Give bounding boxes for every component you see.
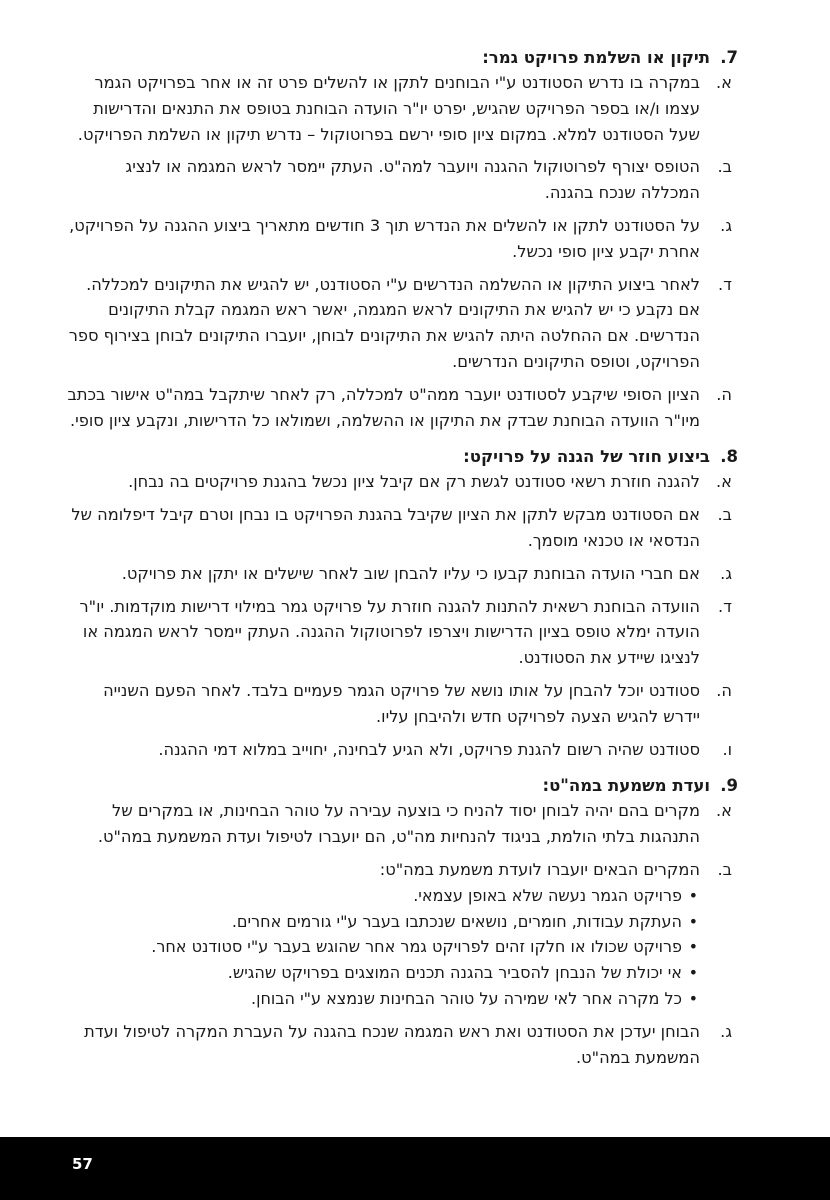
item-letter: ב. [717,505,732,525]
list-item [62,154,738,206]
section-title: ועדת משמעת במה"ט: [542,776,710,796]
item-letter: ד. [718,274,732,294]
item-text: סטודנט שהיה רשום להגנת פרויקט, ולא הגיע לבחינה, יחוייב במלוא דמי ההגנה. [158,739,700,759]
list-item [62,857,738,1012]
bullet-item: • אי יכולת של הנבחן להסביר בהגנה תכנים המוצגים בפרויקט שהגיש. [62,960,700,986]
item-letter: ג. [720,1021,732,1041]
item-text: לאחר ביצוע התיקון או ההשלמה הנדרשים ע"י הסטודנט, יש להגיש את התיקונים למכללה. אם נקבע כי יש להגיש את התיקונים לראש המגמה, יאשר ראש המגמה קבלת התיקונים הנדרשים. אם ההחלטה היתה להגיש את התיקונים לבוחן, יועברו התיקונים לבוחן בצירוף ספר הפרויקט, וטופס התיקונים הנדרשים. [68,274,700,371]
list-item [62,70,738,147]
item-letter: א. [716,73,732,92]
list-item [62,213,738,265]
item-text: סטודנט יוכל להבחן על אותו נושא של פרויקט הגמר פעמיים בלבד. לאחר הפעם השנייה יידרש להגיש הצעה לפרויקט חדש ולהיבחן עליו. [103,680,700,726]
item-text: על הסטודנט לתקן או להשלים את הנדרש תוך 3 חודשים מתאריך ביצוע ההגנה על הפרויקט, אחרת יקבע ציון סופי נכשל. [69,215,700,261]
item-text: הציון הסופי שיקבע לסטודנט יועבר ממה"ט למכללה, רק לאחר שיתקבל במה"ט אישור בכתב מיו"ר הוועדה הבוחנת שבדק את התיקון או ההשלמה, ושמולאו כל הדרישות, ונקבע ציון סופי. [67,384,700,430]
item-letter: א. [716,801,732,821]
section-title: ביצוע חוזר של הגנה על פרויקט: [463,447,710,467]
section-7 [62,46,738,433]
item-text: הטופס יצורף לפרוטוקול ההגנה ויועבר למה"ט. העתק יימסר לראש המגמה או לנציג המכללה שנכח בהגנה. [125,157,700,203]
section-number: 8. [720,447,738,467]
list-item [62,469,738,495]
section-number: 9. [720,776,738,796]
item-letter: ה. [716,680,732,700]
section-number: 7. [720,48,738,67]
item-text: להגנה חוזרת רשאי סטודנט לגשת רק אם קיבל ציון נכשל בהגנת פרויקטים בה נבחן. [128,472,700,492]
list-item [62,272,738,375]
item-text: מקרים בהם יהיה לבוחן יסוד להניח כי בוצעה עבירה על טוהר הבחינות, או במקרים של התנהגות בלתי הולמת, בניגוד להנחיות מה"ט, הם יועברו לטיפול ועדת המשמעת במה"ט. [97,801,700,847]
item-letter: ב. [717,859,732,879]
list-item [62,678,738,730]
list-item [62,561,738,587]
page-number: 57 [72,1155,93,1173]
section-9 [62,774,738,1070]
item-letter: ב. [717,157,732,177]
item-text: הוועדה הבוחנת רשאית להתנות להגנה חוזרת על פרויקט גמר במילוי דרישות מוקדמות. יו"ר הועדה ימלא טופס בציון הדרישות ויצרפו לפרוטוקול ההגנה. העתק יימסר לראש המגמה או לנציגו שיידע את הסטודנט. [79,596,700,668]
bullet-item: • העתקת עבודות, חומרים, נושאים שנכתבו בעבר ע"י גורמים אחרים. [62,909,700,935]
item-letter: ג. [720,215,732,235]
item-letter: ג. [720,563,732,583]
section-8 [62,445,738,762]
list-item [62,502,738,554]
list-item [62,594,738,671]
bullet-list [62,883,700,1012]
item-text: במקרה בו נדרש הסטודנט ע"י הבוחנים לתקן או להשלים פרט זה או אחר בפרויקט הגמר עצמו ו/או בספר הפרויקט שהגיש, יפרט יו"ר הועדה הבוחנת בטופס את התנאים והדרישות שעל הסטודנט למלא. במקום ציון סופי ירשם בפרוטוקול – נדרש תיקון או השלמת הפרויקט. [77,73,700,144]
section-heading [62,46,738,70]
section-heading [62,445,738,469]
item-letter: א. [716,472,732,492]
list-item [62,1019,738,1071]
item-letter: ה. [716,384,732,404]
item-text: המקרים הבאים יועברו לועדת משמעת במה"ט: [379,859,700,879]
item-letter: ו. [722,739,732,759]
item-text: אם הסטודנט מבקש לתקן את הציון שקיבל בהגנת הפרויקט בו נבחן וטרם קיבל דיפלומה של הנדסאי או טכנאי מוסמך. [71,505,700,550]
list-item [62,382,738,434]
item-letter: ד. [718,596,732,616]
item-text: הבוחן יעדכן את הסטודנט ואת ראש המגמה שנכח בהגנה על העברת המקרה לטיפול ועדת המשמעת במה"ט. [84,1021,700,1067]
item-text: אם חברי הועדה הבוחנת קבעו כי עליו להבחן שוב לאחר שישלים או יתקן את פרויקט. [121,563,700,583]
section-heading [62,774,738,798]
bullet-item: • כל מקרה אחר לאי שמירה על טוהר הבחינות שנמצא ע"י הבוחן. [62,986,700,1012]
page-footer [0,1137,830,1200]
list-item [62,798,738,850]
section-title: תיקון או השלמת פרויקט גמר: [482,48,710,67]
page-content [62,46,738,1082]
bullet-item: • פרויקט הגמר נעשה שלא באופן עצמאי. [62,883,700,909]
list-item [62,737,738,763]
bullet-item: • פרויקט שכולו או חלקו זהים לפרויקט גמר אחר שהוגש בעבר ע"י סטודנט אחר. [62,934,700,960]
